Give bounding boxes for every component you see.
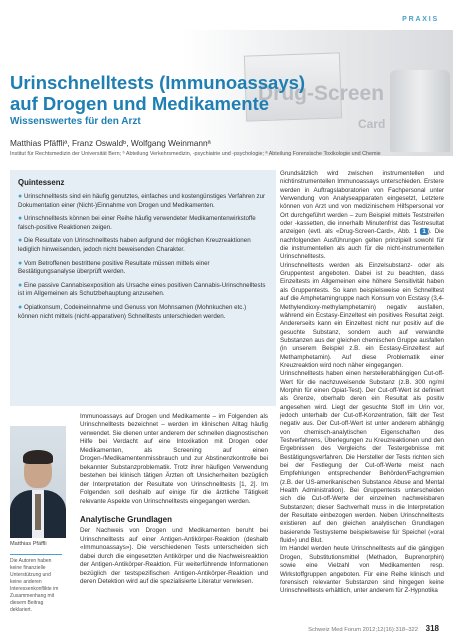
photo-caption: Matthias Pfäffli — [10, 541, 47, 547]
body-paragraph: Grundsätzlich wird zwischen instrumentellen und nichtinstrumentellen Immunoassays unterschieden. Erstere werden in Auftragslaboratorien von Fachpersonal unter Verwendung von Analyseapparaten eingesetzt, Letztere können von Arzt und von medizinischem Hilfspersonal vor Ort durchgeführt werden – zum Beispiel mittels Teststreifen oder -kassetten, die innerhalb Minutenfrist das Testresultat anzeigen (evtl. als «Drug-Screen-Card», Abb. 1 1 ). Die nachfolgenden Ausführungen gelten prinzipiell sowohl für die instrumentellen als auch für die nicht-instrumentellen Urinschnelltests. — [280, 170, 444, 261]
section-heading: Analytische Grundlagen — [80, 514, 173, 524]
intro-paragraph: Immunoassays auf Drogen und Medikamente – im Folgenden als Urinschnelltests bezeichnet – werden im klinischen Alltag häufig verwendet. Sie dienen unter anderem der schnellen diagnostischen Hilfe bei Verdacht auf eine Intoxikation mit Drogen oder Medikamenten, als Screening auf einen Drogen-/Medikamentenmissbrauch und zur Abstinenzkontrolle bei bekannter Substanzproblematik. Trotz ihrer häufigen Verwendung bestehen bei klinisch tätigen Ärzten oft Unsicherheiten bezüglich der Interpretation der Resultate von Urinschnelltests [1, 2]. Im Folgenden soll deshalb auf einige für die ärztliche Tätigkeit relevante Aspekte von Urinschnelltests eingegangen werden. — [80, 413, 268, 505]
right-column — [280, 170, 444, 596]
quintessenz-item: ● Urinschnelltests können bei einer Reihe häufig verwendeter Medikamentenwirkstoffe falsch-positive Reaktionen zeigen. — [18, 215, 256, 231]
bullet-icon: ● — [18, 259, 23, 267]
page-number: 318 — [425, 624, 439, 633]
article-subtitle: Wissenswertes für den Arzt — [10, 116, 141, 127]
quintessenz-title: Quintessenz — [18, 178, 65, 187]
section-label: PRAXIS — [402, 16, 439, 23]
hero-card-text-2: Card — [358, 117, 386, 131]
article-title — [10, 72, 305, 114]
bullet-icon: ● — [18, 281, 23, 289]
quintessenz-item: ● Urinschnelltests sind ein häufig genutztes, einfaches und kostengünstiges Verfahren zur Dokumentation einer (Nicht-)Einnahme von Drogen und Medikamenten. — [18, 193, 266, 209]
bullet-icon: ● — [18, 303, 23, 311]
middle-column — [80, 413, 268, 590]
page-footer — [308, 624, 439, 633]
body-paragraph: Urinschnelltests werden als Einzelsubstanz- oder als Gruppentest angeboten. Dabei ist zu beachten, dass Einzeltests im Allgemeinen eine höhere Sensitivität haben als Gruppentests. So kann beispielsweise ein Schnelltest auf die Amphetamingruppe nach Konsum von Ecstasy (3,4-Methylendioxy-methylamphetamin) negativ ausfallen, während ein Ecstasy-Einzeltest ein positives Resultat zeigt. Andererseits kann ein Einzeltest nicht nur positiv auf die gesuchte Substanz, sondern auch auf verwandte Substanzen aus der gleichen chemischen Gruppe ausfallen (in unserem Beispiel z.B. ein Ecstasy-Einzeltest auf Methamphetamin). Auf diese Problematik einer Kreuzreaktion wird noch näher eingegangen. — [280, 261, 444, 369]
author-photo — [10, 426, 66, 538]
title-line-2: auf Drogen und Medikamente — [10, 93, 270, 114]
title-line-1: Urinschnelltests (Immunoassays) — [10, 72, 306, 93]
article-authors: Matthias Pfäffliª, Franz Oswaldᵇ, Wolfgang Weinmannª — [10, 138, 211, 148]
quintessenz-box — [10, 170, 276, 406]
body-paragraph: Urinschnelltests haben einen herstellerabhängigen Cut-off-Wert für die nachzuweisende Substanz (z.B. 300 ng/ml Morphin für einen Opiat-Test). Der Cut-off-Wert ist definiert als Grenze, oberhalb deren ein Resultat als positiv angesehen wird. Liegt der gesuchte Stoff im Urin vor, jedoch unterhalb der Cut-off-Konzentration, fällt der Test negativ aus. Der Cut-off-Wert ist unter anderem abhängig von chemisch-analytischen Eigenschaften des Testverfahrens, Überlegungen zu Kreuzreaktionen und den Ergebnissen des Vergleichs der Testergebnisse mit Bestätigungsverfahren. Die Hersteller der Tests richten sich bei der Festlegung der Cut-off-Werte meist nach Empfehlungen entsprechender Behörden/Fachgremien (z.B. der US-amerikanischen Substance Abuse and Mental Health Administration). Bei Gruppentests unterscheiden sich die Cut-off-Werte der einzelnen nachweisbaren Substanzen; dieser Sachverhalt muss in die Interpretation der Resultate einbezogen werden. Neben Urinschnelltests existieren auf den gleichen analytischen Grundlagen basierende Testsysteme beispielsweise für Speichel («oral fluid») und Blut. — [280, 370, 444, 545]
conflict-disclaimer: Die Autoren haben keine finanzielle Unterstützung und keine anderen Interessenkonflikte im Zusammenhang mit diesem Beitrag deklariert. — [10, 554, 62, 614]
quintessenz-item: ● Vom Betroffenen bestrittene positive Resultate müssen mittels einer Bestätigungsanalyse überprüft werden. — [18, 259, 210, 276]
hero-card-text: Drug-Screen — [258, 82, 385, 105]
body-paragraph: Der Nachweis von Drogen und Medikamenten beruht bei Urinschnelltests auf einer Antigen-Antikörper-Reaktion (deshalb «Immunoassays»). Die verschiedenen Tests unterscheiden sich dabei durch die eingesetzten Antikörper und die Nachweisreaktion der Antigen-Antikörper-Reaktion. Für weiterführende Informationen bezüglich der testspezifischen Antigen-Antikörper-Reaktion und deren Detektion wird auf die spezialisierte Literatur verwiesen. — [80, 527, 268, 586]
quintessenz-item: ● Die Resultate von Urinschnelltests haben aufgrund der möglichen Kreuzreaktionen lediglich hinweisenden, jedoch nicht beweisenden Charakter. — [18, 237, 251, 253]
bullet-icon: ● — [18, 215, 23, 223]
quintessenz-item: ● Eine passive Cannabisexposition als Ursache eines positiven Cannabis-Urinschnelltests ist im Allgemeinen als Schutzbehauptung anzusehen. — [18, 281, 266, 298]
sample-cup-graphic — [390, 70, 450, 152]
journal-citation: Schweiz Med Forum 2012;12(16):318–322 — [308, 627, 419, 633]
body-paragraph: Im Handel werden heute Urinschnelltests auf die gängigen Drogen, Substitutionsmittel (Methadon, Buprenorphin) sowie eine Vielzahl von Medikamenten resp. Wirkstoffgruppen angeboten. Für eine Reihe klinisch und forensisch relevanter Substanzen sind hingegen keine Urinschnelltests erhältlich, unter anderem für Z-Hypnotika — [280, 545, 444, 595]
figure-reference-link[interactable]: 1 — [422, 228, 426, 236]
bullet-icon: ● — [18, 193, 23, 200]
article-affiliations: Institut für Rechtsmedizin der Universität Bern; ᵇ Abteilung Verkehrsmedizin, -psychiatrie und -psychologie; ª Abteilung Forensische Toxikologie und Chemie — [10, 151, 381, 157]
quintessenz-item: ● Opiatkonsum, Codeineinnahme und Genuss von Mohnsamen (Mohnkuchen etc.) können nicht mittels (nicht-apparativen) Schnelltests unterschieden werden. — [18, 303, 247, 320]
bullet-icon: ● — [18, 237, 23, 245]
